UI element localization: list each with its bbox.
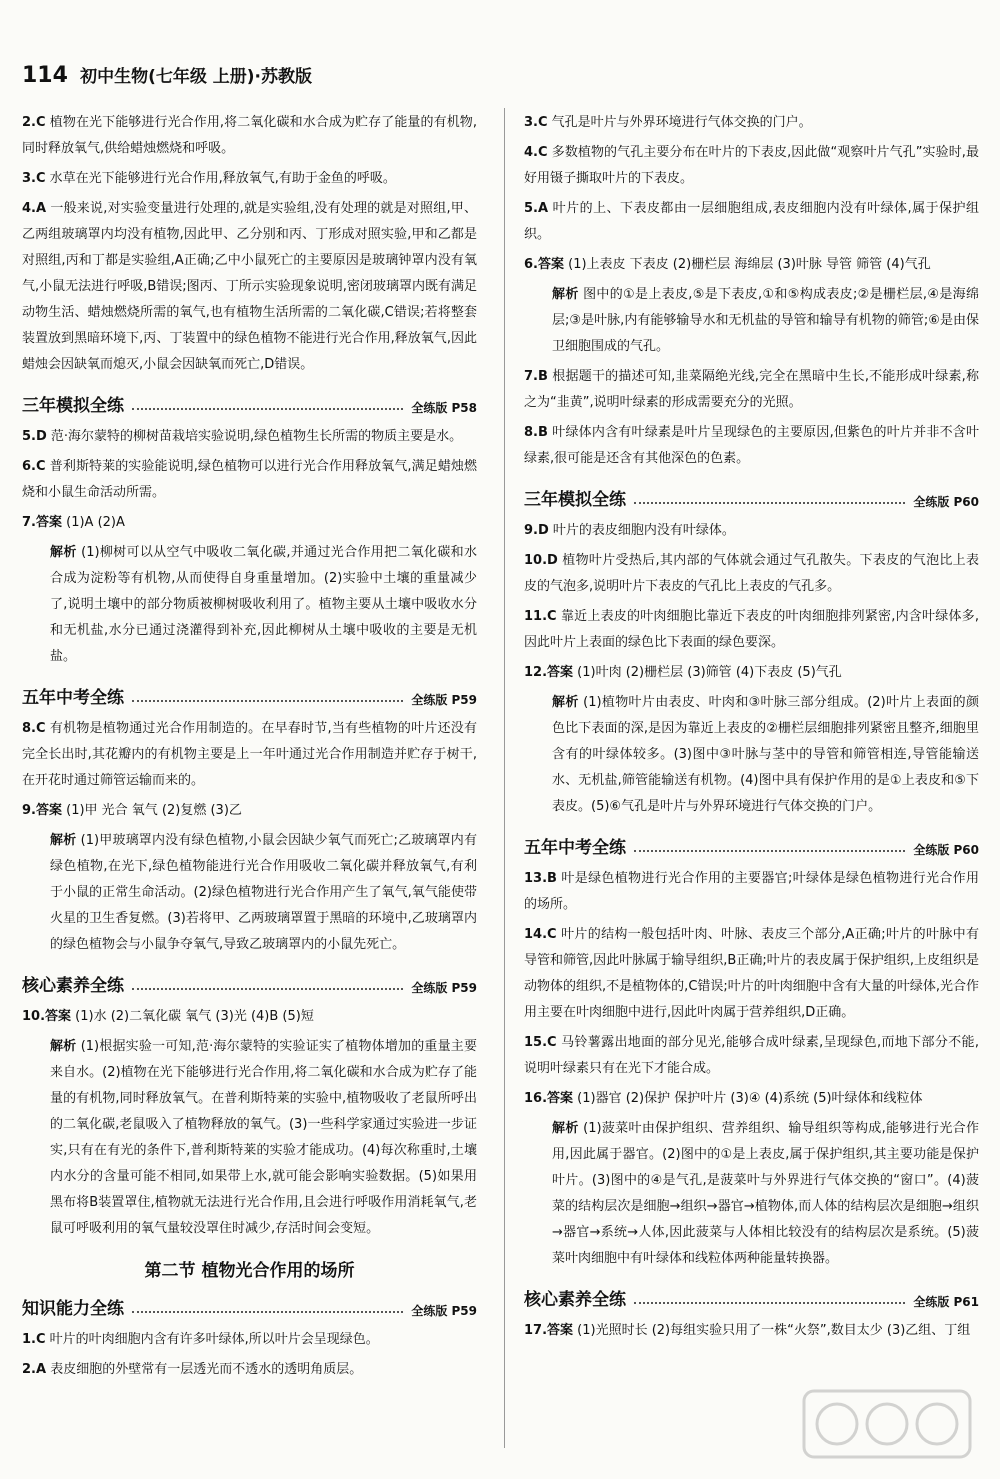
answer-label: 解析 bbox=[552, 287, 579, 302]
section-title: 知识能力全练 bbox=[22, 1299, 124, 1319]
answer-label: 17.答案 bbox=[524, 1323, 574, 1338]
section-title: 核心素养全练 bbox=[22, 976, 124, 996]
page-number: 114 bbox=[22, 63, 68, 88]
answer-text: 有机物是植物通过光合作用制造的。在早春时节,当有些植物的叶片还没有完全长出时,其花瓣内的有机物主要是上一年叶通过光合作用制造并贮存于树干,在开花时通过筛管运输而来的。 bbox=[22, 721, 477, 788]
answer-paragraph bbox=[22, 196, 477, 378]
answer-text: 表皮细胞的外壁常有一层透光而不透水的透明角质层。 bbox=[50, 1362, 363, 1377]
answer-label: 解析 bbox=[552, 695, 579, 710]
analysis-paragraph bbox=[524, 1116, 979, 1272]
answer-paragraph bbox=[524, 1086, 979, 1112]
section-dots bbox=[634, 850, 905, 852]
answer-label: 12.答案 bbox=[524, 665, 574, 680]
answer-text: (1)水 (2)二氧化碳 氧气 (3)光 (4)B (5)短 bbox=[75, 1009, 314, 1024]
analysis-paragraph bbox=[524, 282, 979, 360]
answer-text: (1)甲 光合 氧气 (2)复燃 (3)乙 bbox=[66, 803, 242, 818]
answer-text: 马铃薯露出地面的部分见光,能够合成叶绿素,呈现绿色,而地下部分不能,说明叶绿素只有在光下才能合成。 bbox=[524, 1035, 979, 1076]
section-ref: 全练版 P60 bbox=[913, 495, 979, 509]
answer-paragraph bbox=[524, 420, 979, 472]
analysis-paragraph bbox=[22, 828, 477, 958]
answer-label: 14.C bbox=[524, 927, 557, 942]
answer-text: 多数植物的气孔主要分布在叶片的下表皮,因此做“观察叶片气孔”实验时,最好用镊子撕取叶片的下表皮。 bbox=[524, 145, 979, 186]
section-title: 五年中考全练 bbox=[524, 838, 626, 858]
answer-label: 5.D bbox=[22, 429, 47, 444]
section-title: 三年模拟全练 bbox=[524, 490, 626, 510]
answer-paragraph bbox=[22, 1004, 477, 1030]
answer-label: 13.B bbox=[524, 871, 557, 886]
answer-label: 6.答案 bbox=[524, 257, 564, 272]
answer-paragraph bbox=[22, 510, 477, 536]
page-header bbox=[22, 62, 978, 92]
analysis-paragraph bbox=[22, 1034, 477, 1242]
answer-text: 植物叶片受热后,其内部的气体就会通过气孔散失。下表皮的气泡比上表皮的气泡多,说明叶片下表皮的气孔比上表皮的气孔多。 bbox=[524, 553, 979, 594]
answer-paragraph bbox=[524, 140, 979, 192]
answer-label: 9.答案 bbox=[22, 803, 62, 818]
left-column bbox=[22, 110, 477, 1387]
answer-text: (1)菠菜叶由保护组织、营养组织、输导组织等构成,能够进行光合作用,因此属于器官。(2)图中的①是上表皮,属于保护组织,其主要功能是保护叶片。(3)图中的④是气孔,是菠菜叶与外界进行气体交换的“窗口”。(4)菠菜的结构层次是细胞→组织→器官→植物体,而人体的结构层次是细胞→组织→器官→系统→人体,因此菠菜与人体相比较没有的结构层次是系统。(5)菠菜叶肉细胞中有叶绿体和线粒体两种能量转换器。 bbox=[552, 1121, 979, 1266]
answer-paragraph bbox=[524, 1318, 979, 1344]
answer-text: (1)植物叶片由表皮、叶肉和③叶脉三部分组成。(2)叶片上表面的颜色比下表面的深,是因为靠近上表皮的②栅栏层细胞排列紧密且整齐,细胞里含有的叶绿体较多。(3)图中③叶脉与茎中的导管和筛管相连,导管能输送水、无机盐,筛管能输送有机物。(4)图中具有保护作用的是①上表皮和⑤下表皮。(5)⑥气孔是叶片与外界环境进行气体交换的门户。 bbox=[552, 695, 979, 814]
answer-text: 靠近上表皮的叶肉细胞比靠近下表皮的叶肉细胞排列紧密,内含叶绿体多,因此叶片上表面的绿色比下表面的绿色要深。 bbox=[524, 609, 980, 650]
answer-text: 叶绿体内含有叶绿素是叶片呈现绿色的主要原因,但紫色的叶片并非不含叶绿素,很可能是还含有其他深色的色素。 bbox=[524, 425, 979, 466]
section-heading bbox=[22, 680, 477, 708]
book-title: 初中生物(七年级 上册)·苏教版 bbox=[80, 67, 312, 87]
answer-label: 3.C bbox=[524, 115, 548, 130]
section-dots bbox=[132, 408, 403, 410]
answer-paragraph bbox=[524, 548, 979, 600]
answer-text: 叶片的叶肉细胞内含有许多叶绿体,所以叶片会呈现绿色。 bbox=[49, 1332, 379, 1347]
answer-paragraph bbox=[524, 364, 979, 416]
section-title: 核心素养全练 bbox=[524, 1290, 626, 1310]
answer-paragraph bbox=[22, 424, 477, 450]
section-dots bbox=[132, 988, 403, 990]
answer-label: 4.C bbox=[524, 145, 548, 160]
answer-label: 解析 bbox=[552, 1121, 579, 1136]
answer-text: (1)上表皮 下表皮 (2)栅栏层 海绵层 (3)叶脉 导管 筛管 (4)气孔 bbox=[568, 257, 931, 272]
section-title: 三年模拟全练 bbox=[22, 396, 124, 416]
answer-text: 叶片的结构一般包括叶肉、叶脉、表皮三个部分,A正确;叶片的叶脉中有导管和筛管,因此叶脉属于输导组织,B正确;叶片的表皮属于保护组织,上皮组织是动物体的组织,不是植物体的,C错误;叶片的叶肉细胞中含有大量的叶绿体,光合作用主要在叶肉细胞中进行,因此叶肉属于营养组织,D正确。 bbox=[524, 927, 980, 1020]
answer-text: 水草在光下能够进行光合作用,释放氧气,有助于金鱼的呼吸。 bbox=[49, 171, 396, 186]
answer-label: 2.A bbox=[22, 1362, 47, 1377]
answer-label: 解析 bbox=[50, 1039, 77, 1054]
section-title: 五年中考全练 bbox=[22, 688, 124, 708]
answer-text: (1)根据实验一可知,范·海尔蒙特的实验证实了植物体增加的重量主要来自水。(2)植物在光下能够进行光合作用,将二氧化碳和水合成为贮存了能量的有机物,同时释放氧气。在普利斯特莱的实验中,植物吸收了老鼠所呼出的二氧化碳,老鼠吸入了植物释放的氧气。(3)一些科学家通过实验进一步证实,只有在有光的条件下,普利斯特莱的实验才能成功。(4)每次称重时,土壤内水分的含量可能不相同,如果带上水,就可能会影响实验数据。(5)如果用黑布将B装置罩住,植物就无法进行光合作用,且会进行呼吸作用消耗氧气,老鼠可呼吸利用的氧气量较没罩住时减少,存活时间会变短。 bbox=[50, 1039, 477, 1236]
answer-label: 7.B bbox=[524, 369, 548, 384]
answer-label: 10.D bbox=[524, 553, 558, 568]
answer-text: 植物在光下能够进行光合作用,将二氧化碳和水合成为贮存了能量的有机物,同时释放氧气,供给蜡烛燃烧和呼吸。 bbox=[22, 115, 478, 156]
answer-paragraph bbox=[524, 866, 979, 918]
answer-paragraph bbox=[524, 196, 979, 248]
answer-text: 气孔是叶片与外界环境进行气体交换的门户。 bbox=[551, 115, 812, 130]
answer-label: 2.C bbox=[22, 115, 46, 130]
answer-text: (1)甲玻璃罩内没有绿色植物,小鼠会因缺少氧气而死亡;乙玻璃罩内有绿色植物,在光下,绿色植物能进行光合作用吸收二氧化碳并释放氧气,有利于小鼠的正常生命活动。(2)绿色植物进行光合作用产生了氧气,氧气能使带火星的卫生香复燃。(3)若将甲、乙两玻璃罩置于黑暗的环境中,乙玻璃罩内的绿色植物会与小鼠争夺氧气,导致乙玻璃罩内的小鼠先死亡。 bbox=[50, 833, 477, 952]
section-ref: 全练版 P60 bbox=[913, 843, 979, 857]
answer-text: 根据题干的描述可知,韭菜隔绝光线,完全在黑暗中生长,不能形成叶绿素,称之为“韭黄”,说明叶绿素的形成需要充分的光照。 bbox=[524, 369, 980, 410]
answer-label: 8.B bbox=[524, 425, 548, 440]
answer-paragraph bbox=[22, 798, 477, 824]
answer-label: 5.A bbox=[524, 201, 549, 216]
answer-paragraph bbox=[524, 518, 979, 544]
chapter-title: 第二节 植物光合作用的场所 bbox=[144, 1261, 355, 1281]
answer-label: 10.答案 bbox=[22, 1009, 72, 1024]
answer-paragraph bbox=[22, 716, 477, 794]
answer-text: 一般来说,对实验变量进行处理的,就是实验组,没有处理的就是对照组,甲、乙两组玻璃罩内均没有植物,因此甲、乙分别和丙、丁形成对照实验,甲和乙都是对照组,丙和丁都是实验组,A正确;乙中小鼠死亡的主要原因是玻璃钟罩内没有氧气,小鼠无法进行呼吸,B错误;图丙、丁所示实验现象说明,密闭玻璃罩内既有满足动物生活、蜡烛燃烧所需的氧气,也有植物生活所需的二氧化碳,C错误;若将整套装置放到黑暗环境下,丙、丁装置中的绿色植物不能进行光合作用,释放氧气,因此蜡烛会因缺氧而熄灭,小鼠会因缺氧而死亡,D错误。 bbox=[22, 201, 477, 372]
section-ref: 全练版 P59 bbox=[411, 1304, 477, 1318]
answer-label: 解析 bbox=[50, 545, 77, 560]
answer-text: (1)叶肉 (2)栅栏层 (3)筛管 (4)下表皮 (5)气孔 bbox=[577, 665, 842, 680]
answer-paragraph bbox=[524, 660, 979, 686]
section-heading bbox=[524, 830, 979, 858]
answer-label: 16.答案 bbox=[524, 1091, 574, 1106]
answer-label: 7.答案 bbox=[22, 515, 62, 530]
answer-text: (1)A (2)A bbox=[66, 515, 125, 530]
section-dots bbox=[634, 502, 905, 504]
answer-paragraph bbox=[524, 1030, 979, 1082]
analysis-paragraph bbox=[22, 540, 477, 670]
section-heading bbox=[22, 388, 477, 416]
watermark-logo bbox=[802, 1389, 972, 1459]
answer-text: 普利斯特莱的实验能说明,绿色植物可以进行光合作用释放氧气,满足蜡烛燃烧和小鼠生命活动所需。 bbox=[22, 459, 478, 500]
section-heading bbox=[22, 968, 477, 996]
section-heading bbox=[22, 1291, 477, 1319]
answer-label: 4.A bbox=[22, 201, 47, 216]
answer-paragraph bbox=[524, 110, 979, 136]
section-dots bbox=[132, 1311, 403, 1313]
answer-paragraph bbox=[22, 1327, 477, 1353]
answer-paragraph bbox=[22, 1357, 477, 1383]
answer-text: (1)光照时长 (2)每组实验只用了一株“火祭”,数目太少 (3)乙组、丁组 bbox=[577, 1323, 971, 1338]
section-ref: 全练版 P58 bbox=[411, 401, 477, 415]
answer-text: (1)柳树可以从空气中吸收二氧化碳,并通过光合作用把二氧化碳和水合成为淀粉等有机物,从而使得自身重量增加。(2)实验中土壤的重量减少了,说明土壤中的部分物质被柳树吸收利用了。植物主要从土壤中吸收水分和无机盐,水分已通过浇灌得到补充,因此柳树从土壤中吸收的主要是无机盐。 bbox=[50, 545, 477, 664]
section-ref: 全练版 P59 bbox=[411, 693, 477, 707]
answer-label: 15.C bbox=[524, 1035, 557, 1050]
answer-text: (1)器官 (2)保护 保护叶片 (3)④ (4)系统 (5)叶绿体和线粒体 bbox=[577, 1091, 923, 1106]
section-heading bbox=[524, 482, 979, 510]
answer-text: 图中的①是上表皮,⑤是下表皮,①和⑤构成表皮;②是栅栏层,④是海绵层;③是叶脉,内有能够输导水和无机盐的导管和输导有机物的筛管;⑥是由保卫细胞围成的气孔。 bbox=[552, 287, 979, 354]
section-dots bbox=[132, 700, 403, 702]
answer-label: 9.D bbox=[524, 523, 549, 538]
answer-paragraph bbox=[22, 454, 477, 506]
answer-text: 叶片的上、下表皮都由一层细胞组成,表皮细胞内没有叶绿体,属于保护组织。 bbox=[524, 201, 979, 242]
answer-paragraph bbox=[524, 922, 979, 1026]
section-dots bbox=[634, 1302, 905, 1304]
answer-paragraph bbox=[524, 604, 979, 656]
answer-label: 解析 bbox=[50, 833, 77, 848]
answer-text: 叶片的表皮细胞内没有叶绿体。 bbox=[552, 523, 735, 538]
answer-text: 范·海尔蒙特的柳树苗栽培实验说明,绿色植物生长所需的物质主要是水。 bbox=[50, 429, 463, 444]
answer-paragraph bbox=[22, 166, 477, 192]
answer-paragraph bbox=[524, 252, 979, 278]
section-ref: 全练版 P61 bbox=[913, 1295, 979, 1309]
right-column bbox=[524, 110, 979, 1348]
answer-label: 1.C bbox=[22, 1332, 46, 1347]
analysis-paragraph bbox=[524, 690, 979, 820]
section-ref: 全练版 P59 bbox=[411, 981, 477, 995]
answer-label: 6.C bbox=[22, 459, 46, 474]
answer-label: 3.C bbox=[22, 171, 46, 186]
column-divider bbox=[504, 108, 505, 1448]
answer-label: 11.C bbox=[524, 609, 557, 624]
answer-label: 8.C bbox=[22, 721, 46, 736]
answer-text: 叶是绿色植物进行光合作用的主要器官;叶绿体是绿色植物进行光合作用的场所。 bbox=[524, 871, 979, 912]
section-heading bbox=[524, 1282, 979, 1310]
answer-paragraph bbox=[22, 110, 477, 162]
